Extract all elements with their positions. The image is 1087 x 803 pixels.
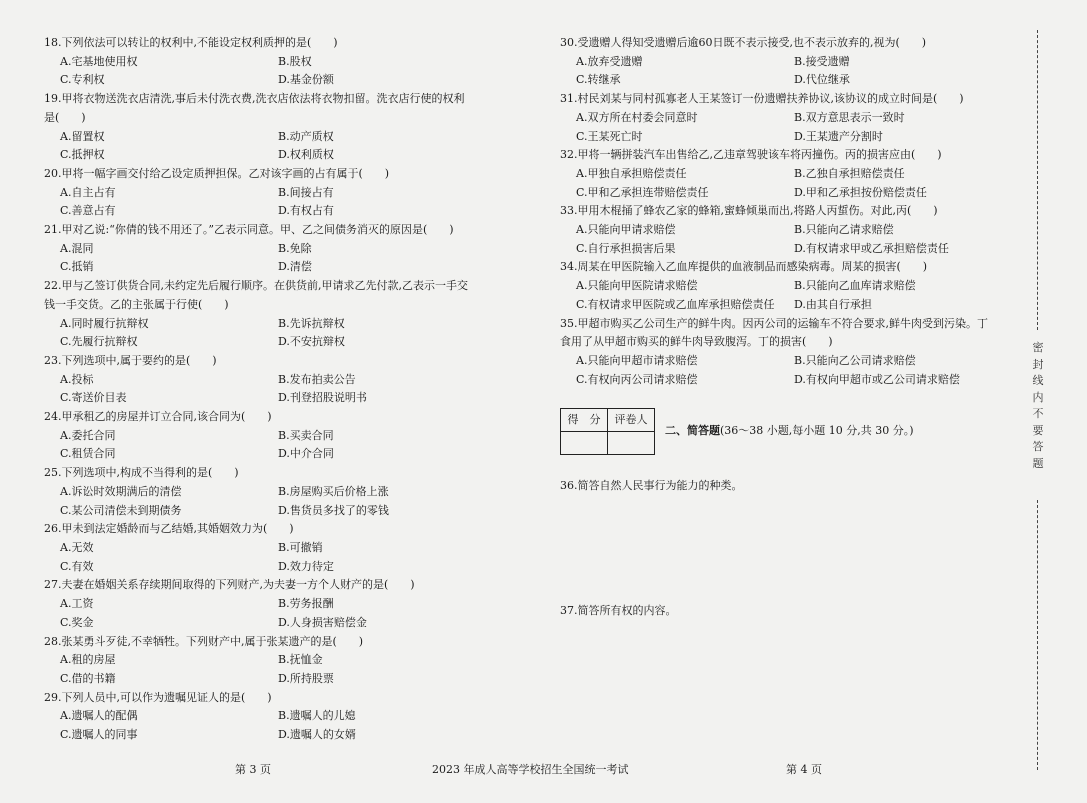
page-number-left: 第 3 页 [235, 763, 271, 776]
answer-option: B.乙独自承担赔偿责任 [794, 166, 905, 180]
question-block [44, 34, 504, 90]
question-stem: 32.甲将一辆拼装汽车出售给乙,乙违章驾驶该车将丙撞伤。丙的损害应由( ) [560, 148, 942, 162]
answer-option: C.有权向丙公司请求赔偿 [576, 372, 698, 386]
question-block [44, 464, 504, 520]
question-block [44, 221, 504, 277]
score-cell-grader [608, 431, 655, 454]
question-stem: 钱一手交货。乙的主张属于行使( ) [44, 297, 229, 311]
answer-option: D.基金份额 [278, 73, 334, 87]
answer-option: B.买卖合同 [278, 428, 334, 442]
essay-question-36: 36.简答自然人民事行为能力的种类。 [560, 479, 743, 493]
score-table [560, 408, 655, 455]
question-stem: 19.甲将衣物送洗衣店清洗,事后未付洗衣费,洗衣店依法将衣物扣留。洗衣店行使的权利 [44, 92, 465, 106]
answer-option: C.转继承 [576, 73, 621, 87]
answer-option: D.中介合同 [278, 447, 334, 461]
answer-option: A.同时履行抗辩权 [60, 316, 149, 330]
option-grid [560, 277, 1022, 314]
question-block [560, 90, 1022, 146]
section-two-note: (36～38 小题,每小题 10 分,共 30 分。) [720, 424, 914, 437]
page-number-right: 第 4 页 [786, 763, 822, 776]
answer-option: D.清偿 [278, 260, 312, 274]
answer-option: B.间接占有 [278, 185, 334, 199]
option-grid [44, 483, 504, 520]
question-block [44, 165, 504, 221]
question-block [560, 315, 1022, 390]
section-two-title: 二、简答题 [665, 424, 720, 437]
answer-option: A.放弃受遗赠 [576, 54, 643, 68]
answer-option: A.投标 [60, 372, 94, 386]
answer-option: C.抵销 [60, 260, 94, 274]
answer-option: D.遗嘱人的女婿 [278, 728, 356, 742]
answer-option: C.善意占有 [60, 204, 116, 218]
answer-option: A.委托合同 [60, 428, 116, 442]
answer-option: C.借的书籍 [60, 671, 116, 685]
answer-option: D.有权占有 [278, 204, 334, 218]
answer-option: A.租的房屋 [60, 653, 116, 667]
question-block [44, 520, 504, 576]
answer-option: C.有效 [60, 559, 94, 573]
question-stem: 33.甲用木棍捅了蜂农乙家的蜂箱,蜜蜂倾巢而出,将路人丙蜇伤。对此,丙( ) [560, 204, 938, 218]
question-block [560, 34, 1022, 90]
answer-option: A.双方所在村委会同意时 [576, 110, 698, 124]
answer-option: C.甲和乙承担连带赔偿责任 [576, 185, 709, 199]
question-stem: 25.下列选项中,构成不当得利的是( ) [44, 466, 239, 480]
question-block [560, 202, 1022, 258]
answer-option: B.抚恤金 [278, 653, 323, 667]
answer-option: B.股权 [278, 54, 312, 68]
question-stem: 21.甲对乙说:“你倩的钱不用还了。”乙表示同意。甲、乙之间债务消灭的原因是( ) [44, 223, 454, 237]
answer-option: C.抵押权 [60, 148, 105, 162]
option-grid [44, 595, 504, 632]
binding-margin [1031, 30, 1045, 770]
answer-option: A.自主占有 [60, 185, 116, 199]
right-question-list [560, 34, 1022, 389]
question-block [560, 146, 1022, 202]
option-grid [44, 184, 504, 221]
question-stem: 29.下列人员中,可以作为遗嘱见证人的是( ) [44, 690, 272, 704]
question-stem: 食用了从甲超市购买的鲜牛肉导致腹泻。丁的损害( ) [560, 335, 833, 349]
question-stem: 28.张某勇斗歹徒,不幸牺牲。下列财产中,属于张某遗产的是( ) [44, 634, 364, 648]
option-grid [44, 315, 504, 352]
score-header-score: 得 分 [561, 408, 608, 431]
answer-option: D.不安抗辩权 [278, 335, 345, 349]
answer-option: D.售货员多找了的零钱 [278, 503, 389, 517]
answer-option: D.效力待定 [278, 559, 334, 573]
answer-option: C.遗嘱人的同事 [60, 728, 138, 742]
question-block [44, 277, 504, 352]
question-block [44, 352, 504, 408]
option-grid [44, 707, 504, 744]
question-stem: 30.受遗赠人得知受遗赠后逾60日既不表示接受,也不表示放弃的,视为( ) [560, 36, 927, 49]
answer-option: B.遗嘱人的儿媳 [278, 709, 356, 723]
answer-option: D.权利质权 [278, 148, 334, 162]
left-column [44, 34, 504, 745]
option-grid [44, 427, 504, 464]
option-grid [44, 128, 504, 165]
answer-option: C.租赁合同 [60, 447, 116, 461]
answer-option: A.只能向甲请求赔偿 [576, 223, 676, 237]
option-grid [44, 651, 504, 688]
answer-option: C.有权请求甲医院或乙血库承担赔偿责任 [576, 297, 775, 311]
answer-option: C.专利权 [60, 73, 105, 87]
binding-dashed-line-top [1037, 30, 1038, 330]
answer-option: C.奖金 [60, 615, 94, 629]
answer-option: B.免除 [278, 241, 312, 255]
question-stem: 24.甲承租乙的房屋并订立合同,该合同为( ) [44, 410, 272, 424]
answer-option: D.刊登招股说明书 [278, 391, 367, 405]
option-grid [560, 53, 1022, 90]
option-grid [560, 221, 1022, 258]
answer-option: D.人身损害赔偿金 [278, 615, 367, 629]
answer-option: A.遗嘱人的配偶 [60, 709, 138, 723]
option-grid [44, 240, 504, 277]
answer-option: C.王某死亡时 [576, 129, 643, 143]
answer-option: D.王某遗产分割时 [794, 129, 883, 143]
answer-option: B.接受遗赠 [794, 54, 850, 68]
answer-option: B.只能向乙公司请求赔偿 [794, 353, 916, 367]
answer-option: A.留置权 [60, 129, 105, 143]
answer-option: B.动产质权 [278, 129, 334, 143]
right-column [560, 34, 1022, 621]
question-block [560, 258, 1022, 314]
answer-option: C.自行承担损害后果 [576, 241, 676, 255]
answer-option: D.有权向甲超市或乙公司请求赔偿 [794, 372, 960, 386]
answer-option: A.工资 [60, 597, 94, 611]
option-grid [560, 352, 1022, 389]
answer-option: C.某公司清偿未到期债务 [60, 503, 182, 517]
question-stem: 22.甲与乙签订供货合同,未约定先后履行顺序。在供货前,甲请求乙先付款,乙表示一手交 [44, 279, 468, 293]
answer-option: D.所持股票 [278, 671, 334, 685]
essay-question-37: 37.简答所有权的内容。 [560, 604, 677, 618]
score-section [560, 407, 1022, 455]
answer-option: D.由其自行承担 [794, 297, 872, 311]
answer-option: B.劳务报酬 [278, 597, 334, 611]
option-grid [44, 539, 504, 576]
option-grid [44, 53, 504, 90]
option-grid [44, 371, 504, 408]
answer-option: A.无效 [60, 540, 94, 554]
question-stem: 20.甲将一幅字画交付给乙设定质押担保。乙对该字画的占有属于( ) [44, 166, 390, 180]
option-grid [560, 109, 1022, 146]
question-stem: 18.下列依法可以转让的权利中,不能设定权利质押的是( ) [44, 36, 338, 49]
answer-option: D.甲和乙承担按份赔偿责任 [794, 185, 927, 199]
answer-option: C.寄送价目表 [60, 391, 127, 405]
answer-option: B.只能向乙请求赔偿 [794, 223, 894, 237]
score-cell-score [561, 431, 608, 454]
answer-option: A.只能向甲医院请求赔偿 [576, 279, 698, 293]
answer-option: B.可撤销 [278, 540, 323, 554]
question-block [44, 408, 504, 464]
question-block [44, 90, 504, 165]
binding-notice: 密封线内不要答题 [1032, 341, 1044, 470]
score-header-grader: 评卷人 [608, 408, 655, 431]
answer-option: B.先诉抗辩权 [278, 316, 345, 330]
question-stem: 27.夫妻在婚姻关系存续期间取得的下列财产,为夫妻一方个人财产的是( ) [44, 578, 415, 592]
question-block [44, 689, 504, 745]
answer-option: A.诉讼时效期满后的清偿 [60, 484, 182, 498]
answer-option: A.只能向甲超市请求赔偿 [576, 353, 698, 367]
answer-option: C.先履行抗辩权 [60, 335, 138, 349]
answer-option: B.发布拍卖公告 [278, 372, 356, 386]
answer-option: D.有权请求甲或乙承担赔偿责任 [794, 241, 949, 255]
question-stem: 35.甲超市购买乙公司生产的鲜牛肉。因丙公司的运输车不符合要求,鲜牛肉受到污染。丁 [560, 316, 988, 330]
answer-option: B.只能向乙血库请求赔偿 [794, 279, 916, 293]
question-stem: 是( ) [44, 110, 86, 124]
exam-title-footer: 2023 年成人高等学校招生全国统一考试 [432, 763, 629, 776]
answer-option: A.混同 [60, 241, 94, 255]
answer-option: A.宅基地使用权 [60, 54, 138, 68]
answer-option: B.双方意思表示一致时 [794, 110, 905, 124]
option-grid [560, 165, 1022, 202]
question-stem: 31.村民刘某与同村孤寡老人王某签订一份遗赠扶养协议,该协议的成立时间是( ) [560, 92, 964, 106]
question-stem: 26.甲未到法定婚龄而与乙结婚,其婚姻效力为( ) [44, 522, 294, 536]
question-stem: 23.下列选项中,属于要约的是( ) [44, 353, 217, 367]
section-two-heading [665, 422, 914, 441]
question-block [44, 633, 504, 689]
answer-option: A.甲独自承担赔偿责任 [576, 166, 687, 180]
question-block [44, 576, 504, 632]
binding-dashed-line-bottom [1037, 500, 1038, 770]
answer-option: D.代位继承 [794, 73, 850, 87]
question-stem: 34.周某在甲医院输入乙血库提供的血液制品而感染病毒。周某的损害( ) [560, 260, 928, 274]
answer-option: B.房屋购买后价格上涨 [278, 484, 389, 498]
